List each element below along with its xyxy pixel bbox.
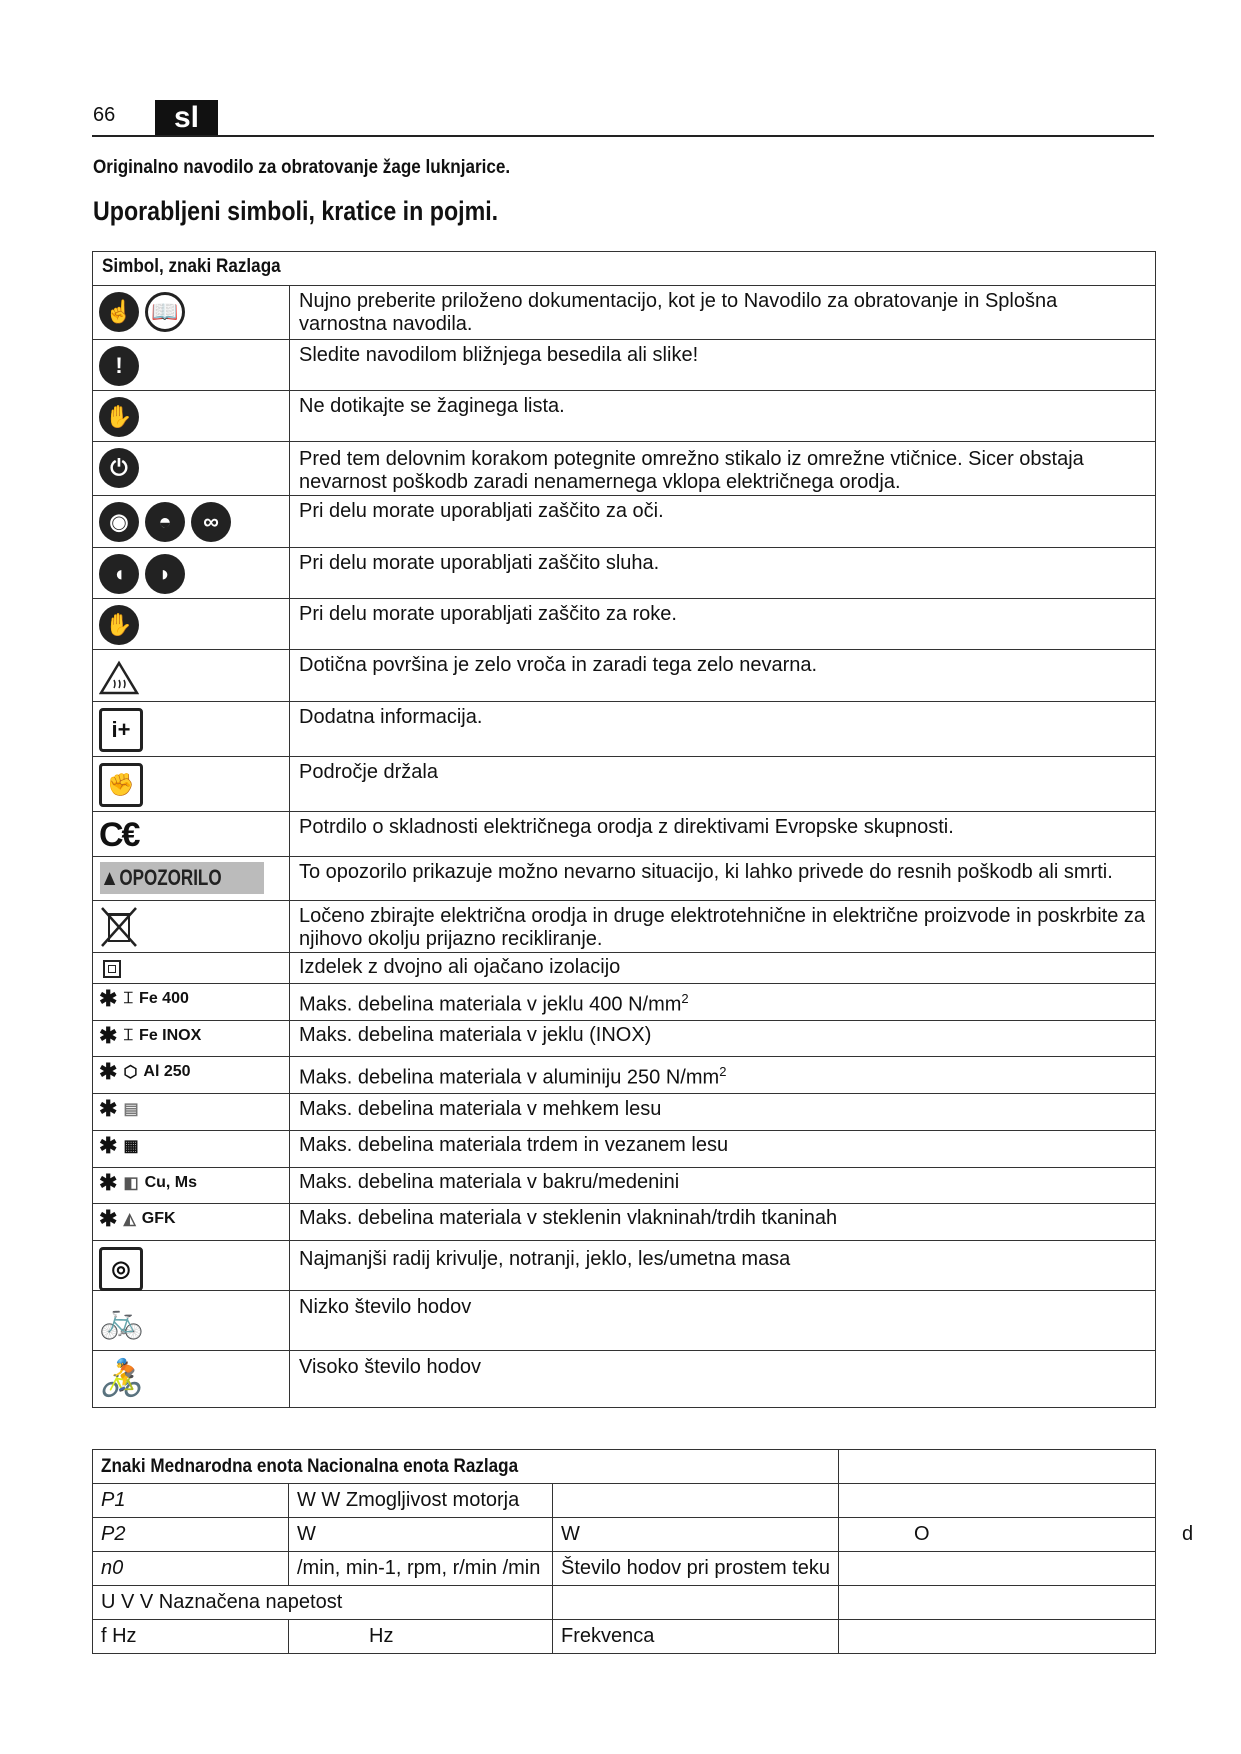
symbol-description: To opozorilo prikazuje možno nevarno situacijo, ki lahko privede do resnih poškodb ali smrti. [290, 857, 1156, 901]
unit-symbol: U V V Naznačena napetost [93, 1586, 553, 1620]
unit-description [839, 1586, 1156, 1620]
header-rule [92, 135, 1154, 137]
unplug-icon: ⏻ [99, 448, 139, 488]
grip-area-icon: ✊ [99, 763, 143, 807]
unit-description: O d [839, 1518, 1156, 1552]
unit-national [553, 1484, 839, 1518]
symbol-description: Pri delu morate uporabljati zaščito za roke. [290, 599, 1156, 650]
symbol-description: Najmanjši radij krivulje, notranji, jeklo, les/umetna masa [290, 1241, 1156, 1291]
symbol-description: Maks. debelina materiala v jeklu (INOX) [290, 1021, 1156, 1057]
symbol-description: Dodatna informacija. [290, 702, 1156, 757]
fast-cyclist-icon: 🚴 [99, 1357, 144, 1398]
unit-symbol: f Hz [93, 1620, 289, 1654]
symbol-description: Ločeno zbirajte električna orodja in druge elektrotehnične in električne proizvode in poskrbite za njihovo okolju prijazno recikliranje. [290, 901, 1156, 953]
inox-thickness-icon: ✱ ⌶ Fe INOX [99, 1023, 202, 1048]
slow-cyclist-icon: 🚲 [99, 1299, 144, 1340]
symbol-cell [93, 286, 290, 340]
unit-international: Hz [289, 1620, 553, 1654]
gfk-thickness-icon: ✱ ◭ GFK [99, 1206, 176, 1231]
unit-symbol: P2 [93, 1518, 289, 1552]
symbol-description: Ne dotikajte se žaginega lista. [290, 391, 1156, 442]
units-table-header: Znaki Mednarodna enota Nacionalna enota Razlaga [93, 1450, 839, 1484]
document-subtitle: Originalno navodilo za obratovanje žage luknjarice. [93, 157, 511, 178]
unit-symbol: P1 [93, 1484, 289, 1518]
symbol-description: Nizko število hodov [290, 1291, 1156, 1351]
symbol-description: Maks. debelina materiala v aluminiju 250 $N/mm^2$ [290, 1057, 1156, 1094]
symbol-description: Dotična površina je zelo vroča in zaradi tega zelo nevarna. [290, 650, 1156, 702]
info-icon: i+ [99, 708, 143, 752]
book-icon: 📖 [145, 292, 185, 332]
language-badge: sl [155, 100, 218, 136]
softwood-thickness-icon: ✱ ▤ [99, 1096, 139, 1121]
symbol-description: Potrdilo o skladnosti električnega orodja z direktivami Evropske skupnosti. [290, 812, 1156, 857]
unit-description [839, 1620, 1156, 1654]
aluminium-thickness-icon: ✱ ⬡ Al 250 [99, 1059, 191, 1084]
unit-national: Frekvenca [553, 1620, 839, 1654]
unit-national [553, 1586, 839, 1620]
symbol-description: Nujno preberite priloženo dokumentacijo, kot je to Navodilo za obratovanje in Splošna varnostna navodila. [290, 286, 1156, 340]
symbol-description: Pri delu morate uporabljati zaščito za oči. [290, 496, 1156, 548]
material-label: Fe INOX [139, 1027, 202, 1044]
symbol-description: Pri delu morate uporabljati zaščito sluha. [290, 548, 1156, 599]
face-shield-icon: ◓ [145, 502, 185, 542]
unit-description [839, 1552, 1156, 1586]
unit-international: W [289, 1518, 553, 1552]
goggles-icon: ∞ [191, 502, 231, 542]
material-label: Al 250 [143, 1063, 191, 1080]
crossed-bin-icon [99, 905, 139, 949]
curve-radius-icon: ◎ [99, 1247, 143, 1291]
unit-symbol: n0 [93, 1552, 289, 1586]
hand-protection-icon: ✋ [99, 605, 139, 645]
symbol-description: Maks. debelina materiala v bakru/medenini [290, 1168, 1156, 1204]
unit-national: Število hodov pri prostem teku [553, 1552, 839, 1586]
symbol-description: Področje držala [290, 757, 1156, 812]
unit-international: /min, min-1, rpm, r/min /min [289, 1552, 553, 1586]
symbol-description: Visoko število hodov [290, 1351, 1156, 1408]
hardwood-thickness-icon: ✱ ▦ [99, 1133, 139, 1158]
unit-national: W [553, 1518, 839, 1552]
unit-description [839, 1484, 1156, 1518]
double-insulation-icon [103, 960, 121, 978]
symbol-description: Maks. debelina materiala trdem in vezanem lesu [290, 1131, 1156, 1168]
exclamation-icon: ! [99, 346, 139, 386]
ear-protection-icon: ◖ [99, 554, 139, 594]
material-label: Fe 400 [139, 990, 189, 1007]
symbol-description: Pred tem delovnim korakom potegnite omrežno stikalo iz omrežne vtičnice. Sicer obstaja nevarnost poškodb zaradi nenamernega vklopa električnega orodja. [290, 442, 1156, 496]
hot-surface-icon [99, 660, 139, 696]
copper-thickness-icon: ✱ ◧ Cu, Ms [99, 1170, 198, 1195]
symbols-table [92, 251, 1156, 1408]
earmuff-icon: ◗ [145, 554, 185, 594]
symbol-description: Maks. debelina materiala v mehkem lesu [290, 1094, 1156, 1131]
read-manual-icon: ☝ [99, 292, 139, 332]
page-number: 66 [93, 104, 116, 126]
ce-mark-icon: C€ [99, 816, 139, 854]
warning-label-icon: ▲OPOZORILO [100, 862, 264, 894]
material-label: GFK [141, 1210, 176, 1227]
material-label: Cu, Ms [144, 1174, 198, 1191]
steel-thickness-icon: ✱ ⌶ Fe 400 [99, 986, 189, 1011]
symbol-description: Maks. debelina materiala v jeklu 400 $N/mm^2$ [290, 984, 1156, 1021]
do-not-touch-blade-icon: ✋ [99, 397, 139, 437]
symbols-table-header: Simbol, znaki Razlaga [93, 252, 1156, 286]
warning-label-text: OPOZORILO [119, 865, 222, 890]
section-title: Uporabljeni simboli, kratice in pojmi. [93, 196, 499, 226]
unit-international: W W Zmogljivost motorja [289, 1484, 553, 1518]
symbol-description: Izdelek z dvojno ali ojačano izolacijo [290, 953, 1156, 984]
symbol-description: Maks. debelina materiala v steklenin vlakninah/trdih tkaninah [290, 1204, 1156, 1241]
symbol-description: Sledite navodilom bližnjega besedila ali slike! [290, 340, 1156, 391]
units-table [92, 1449, 1194, 1654]
eye-protection-icon: ◉ [99, 502, 139, 542]
